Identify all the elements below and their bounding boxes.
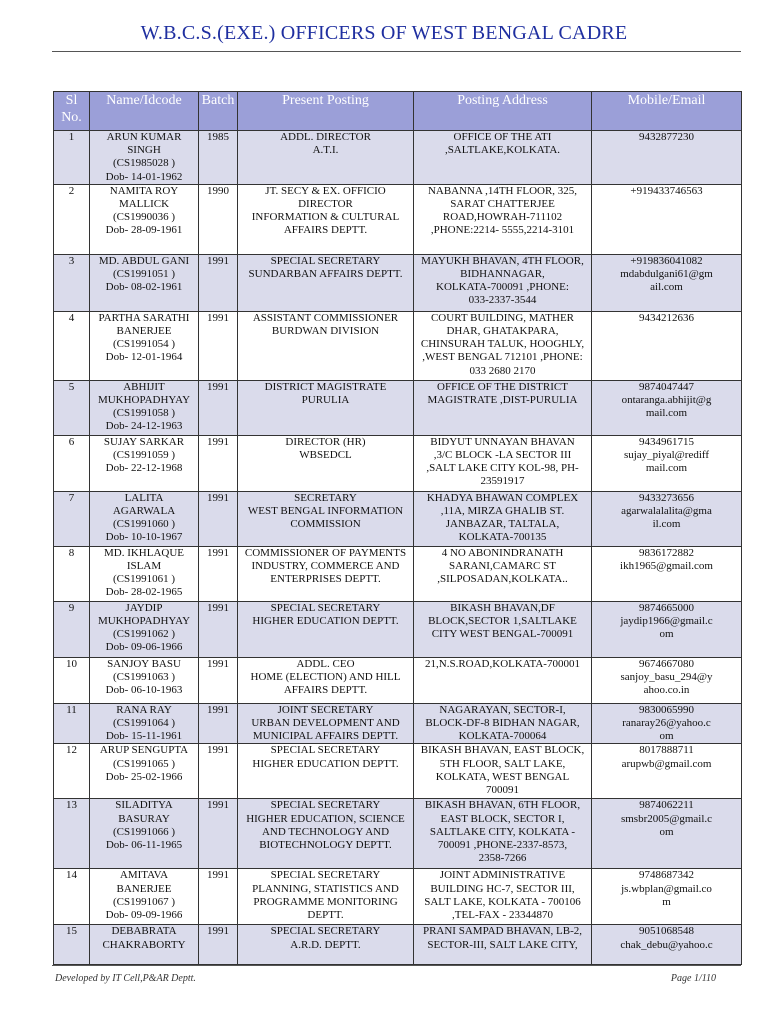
table-row [54,925,742,965]
present-posting-cell: SPECIAL SECRETARY SUNDARBAN AFFAIRS DEPTT. [238,254,414,311]
mobile-email-cell: 9432877230 [592,131,742,185]
batch-cell: 1991 [199,799,238,869]
table-row [54,546,742,601]
header-sl-no: Sl No. [54,92,90,131]
posting-address-cell: KHADYA BHAWAN COMPLEX ,11A, MIRZA GHALIB ST. JANBAZAR, TALTALA, KOLKATA-700135 [414,491,592,546]
mobile-email-cell: 9434961715 sujay_piyal@rediff mail.com [592,435,742,491]
table-row [54,869,742,925]
posting-address-cell: COURT BUILDING, MATHER DHAR, GHATAKPARA, CHINSURAH TALUK, HOOGHLY, ,WEST BENGAL 712101 ,PHONE: 033 2680 2170 [414,311,592,380]
posting-address-cell: OFFICE OF THE DISTRICT MAGISTRATE ,DIST-PURULIA [414,380,592,435]
posting-address-cell: JOINT ADMINISTRATIVE BUILDING HC-7, SECTOR III, SALT LAKE, KOLKATA - 700106 ,TEL-FAX - 23344870 [414,869,592,925]
sl-no-cell: 9 [54,601,90,657]
table-row [54,657,742,703]
batch-cell: 1991 [199,380,238,435]
batch-cell: 1991 [199,744,238,799]
table-row [54,744,742,799]
sl-no-cell: 2 [54,184,90,254]
present-posting-cell: SPECIAL SECRETARY PLANNING, STATISTICS AND PROGRAMME MONITORING DEPTT. [238,869,414,925]
table-row [54,703,742,744]
sl-no-cell: 7 [54,491,90,546]
sl-no-cell: 3 [54,254,90,311]
name-cell: ARUP SENGUPTA (CS1991065 ) Dob- 25-02-1966 [90,744,199,799]
present-posting-cell: SPECIAL SECRETARY HIGHER EDUCATION, SCIENCE AND TECHNOLOGY AND BIOTECHNOLOGY DEPTT. [238,799,414,869]
header-name-idcode: Name/Idcode [90,92,199,131]
title-divider [52,51,741,52]
sl-no-cell: 10 [54,657,90,703]
header-present-posting: Present Posting [238,92,414,131]
present-posting-cell: ADDL. CEO HOME (ELECTION) AND HILL AFFAIRS DEPTT. [238,657,414,703]
batch-cell: 1991 [199,869,238,925]
sl-no-cell: 11 [54,703,90,744]
name-cell: ABHIJIT MUKHOPADHYAY (CS1991058 ) Dob- 24-12-1963 [90,380,199,435]
mobile-email-cell: 9674667080 sanjoy_basu_294@y ahoo.co.in [592,657,742,703]
present-posting-cell: ADDL. DIRECTOR A.T.I. [238,131,414,185]
posting-address-cell: BIDYUT UNNAYAN BHAVAN ,3/C BLOCK -LA SECTOR III ,SALT LAKE CITY KOL-98, PH- 23591917 [414,435,592,491]
table-row [54,254,742,311]
batch-cell: 1991 [199,311,238,380]
table-row [54,799,742,869]
mobile-email-cell: 9434212636 [592,311,742,380]
present-posting-cell: SECRETARY WEST BENGAL INFORMATION COMMISSION [238,491,414,546]
sl-no-cell: 12 [54,744,90,799]
batch-cell: 1991 [199,703,238,744]
mobile-email-cell: 9836172882 ikh1965@gmail.com [592,546,742,601]
page-number: Page 1/110 [670,973,716,984]
batch-cell: 1991 [199,657,238,703]
present-posting-cell: SPECIAL SECRETARY A.R.D. DEPTT. [238,925,414,965]
sl-no-cell: 8 [54,546,90,601]
name-cell: MD. ABDUL GANI (CS1991051 ) Dob- 08-02-1961 [90,254,199,311]
posting-address-cell: PRANI SAMPAD BHAVAN, LB-2, SECTOR-III, SALT LAKE CITY, [414,925,592,965]
name-cell: JAYDIP MUKHOPADHYAY (CS1991062 ) Dob- 09-06-1966 [90,601,199,657]
mobile-email-cell: 8017888711 arupwb@gmail.com [592,744,742,799]
sl-no-cell: 6 [54,435,90,491]
name-cell: SANJOY BASU (CS1991063 ) Dob- 06-10-1963 [90,657,199,703]
name-cell: ARUN KUMAR SINGH (CS1985028 ) Dob- 14-01-1962 [90,131,199,185]
name-cell: RANA RAY (CS1991064 ) Dob- 15-11-1961 [90,703,199,744]
name-cell: MD. IKHLAQUE ISLAM (CS1991061 ) Dob- 28-02-1965 [90,546,199,601]
posting-address-cell: 21,N.S.ROAD,KOLKATA-700001 [414,657,592,703]
posting-address-cell: OFFICE OF THE ATI ,SALTLAKE,KOLKATA. [414,131,592,185]
mobile-email-cell: 9874062211 smsbr2005@gmail.c om [592,799,742,869]
table-row [54,435,742,491]
mobile-email-cell: 9830065990 ranaray26@yahoo.c om [592,703,742,744]
sl-no-cell: 13 [54,799,90,869]
batch-cell: 1985 [199,131,238,185]
name-cell: SILADITYA BASURAY (CS1991066 ) Dob- 06-11-1965 [90,799,199,869]
present-posting-cell: JOINT SECRETARY URBAN DEVELOPMENT AND MUNICIPAL AFFAIRS DEPTT. [238,703,414,744]
present-posting-cell: ASSISTANT COMMISSIONER BURDWAN DIVISION [238,311,414,380]
officers-table [53,91,742,965]
batch-cell: 1991 [199,925,238,965]
mobile-email-cell: 9433273656 agarwalalalita@gma il.com [592,491,742,546]
header-posting-address: Posting Address [414,92,592,131]
table-row [54,380,742,435]
sl-no-cell: 4 [54,311,90,380]
table-row [54,131,742,185]
posting-address-cell: MAYUKH BHAVAN, 4TH FLOOR, BIDHANNAGAR, KOLKATA-700091 ,PHONE: 033-2337-3544 [414,254,592,311]
batch-cell: 1991 [199,435,238,491]
mobile-email-cell: 9748687342 js.wbplan@gmail.co m [592,869,742,925]
name-cell: PARTHA SARATHI BANERJEE (CS1991054 ) Dob- 12-01-1964 [90,311,199,380]
present-posting-cell: SPECIAL SECRETARY HIGHER EDUCATION DEPTT. [238,601,414,657]
mobile-email-cell: +919433746563 [592,184,742,254]
table-row [54,184,742,254]
batch-cell: 1991 [199,546,238,601]
present-posting-cell: SPECIAL SECRETARY HIGHER EDUCATION DEPTT. [238,744,414,799]
posting-address-cell: NAGARAYAN, SECTOR-I, BLOCK-DF-8 BIDHAN NAGAR, KOLKATA-700064 [414,703,592,744]
present-posting-cell: JT. SECY & EX. OFFICIO DIRECTOR INFORMATION & CULTURAL AFFAIRS DEPTT. [238,184,414,254]
name-cell: LALITA AGARWALA (CS1991060 ) Dob- 10-10-1967 [90,491,199,546]
posting-address-cell: 4 NO ABONINDRANATH SARANI,CAMARC ST ,SILPOSADAN,KOLKATA.. [414,546,592,601]
footer-credit: Developed by IT Cell,P&AR Deptt. [55,973,196,984]
table-row [54,311,742,380]
posting-address-cell: BIKASH BHAVAN, 6TH FLOOR, EAST BLOCK, SECTOR I, SALTLAKE CITY, KOLKATA - 700091 ,PHONE-2337-8573, 2358-7266 [414,799,592,869]
sl-no-cell: 15 [54,925,90,965]
page-title: W.B.C.S.(EXE.) OFFICERS OF WEST BENGAL CADRE [140,22,628,44]
batch-cell: 1991 [199,491,238,546]
name-cell: DEBABRATA CHAKRABORTY [90,925,199,965]
footer-divider [52,965,741,966]
table-row [54,491,742,546]
present-posting-cell: DISTRICT MAGISTRATE PURULIA [238,380,414,435]
present-posting-cell: DIRECTOR (HR) WBSEDCL [238,435,414,491]
batch-cell: 1991 [199,254,238,311]
posting-address-cell: BIKASH BHAVAN, EAST BLOCK, 5TH FLOOR, SALT LAKE, KOLKATA, WEST BENGAL 700091 [414,744,592,799]
mobile-email-cell: 9051068548 chak_debu@yahoo.c [592,925,742,965]
mobile-email-cell: 9874047447 ontaranga.abhijit@g mail.com [592,380,742,435]
batch-cell: 1990 [199,184,238,254]
posting-address-cell: BIKASH BHAVAN,DF BLOCK,SECTOR 1,SALTLAKE CITY WEST BENGAL-700091 [414,601,592,657]
name-cell: SUJAY SARKAR (CS1991059 ) Dob- 22-12-1968 [90,435,199,491]
header-mobile-email: Mobile/Email [592,92,742,131]
sl-no-cell: 14 [54,869,90,925]
name-cell: NAMITA ROY MALLICK (CS1990036 ) Dob- 28-09-1961 [90,184,199,254]
batch-cell: 1991 [199,601,238,657]
sl-no-cell: 1 [54,131,90,185]
posting-address-cell: NABANNA ,14TH FLOOR, 325, SARAT CHATTERJEE ROAD,HOWRAH-711102 ,PHONE:2214- 5555,2214-3101 [414,184,592,254]
present-posting-cell: COMMISSIONER OF PAYMENTS INDUSTRY, COMMERCE AND ENTERPRISES DEPTT. [238,546,414,601]
sl-no-cell: 5 [54,380,90,435]
mobile-email-cell: +919836041082 mdabdulgani61@gm ail.com [592,254,742,311]
header-batch: Batch [199,92,238,131]
table-row [54,601,742,657]
mobile-email-cell: 9874665000 jaydip1966@gmail.c om [592,601,742,657]
table-header-row [54,92,742,131]
name-cell: AMITAVA BANERJEE (CS1991067 ) Dob- 09-09-1966 [90,869,199,925]
